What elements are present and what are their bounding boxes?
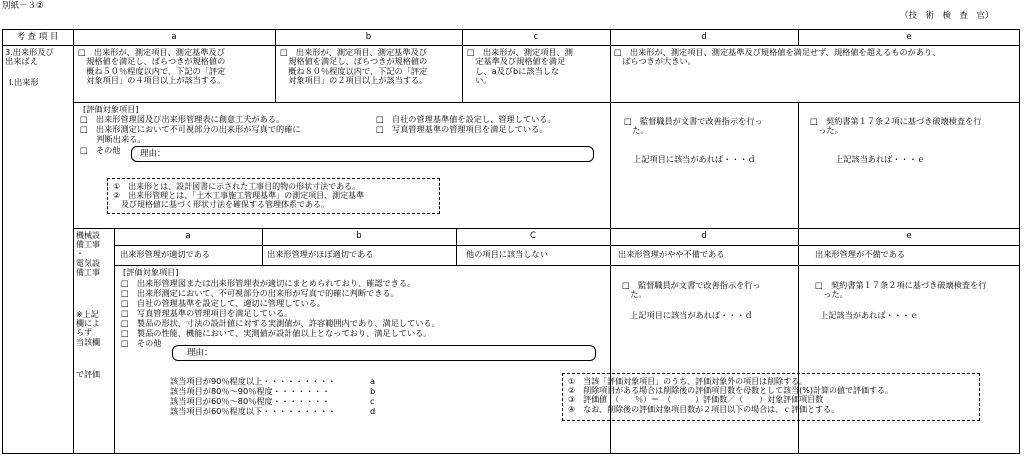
- bottom-grade-e-footer: 上記該当があれば・・・ｅ: [820, 310, 919, 320]
- top-grade-b-criteria: □ 出来形が、測定項目、測定基準及び 規格値を満足し、ばらつきが規格値の 概ね８０％程度以内で、下記の「評定 対象項目」の２項目以上が該当する。: [280, 47, 428, 86]
- top-eval-item: □ 出来形測定において不可視部分の出来形が写真で的確に: [80, 124, 301, 134]
- top-grade-e-footer: 上記該当あれば・・・ｅ: [835, 154, 926, 164]
- top-eval-heading: [評価対象項目]: [83, 104, 139, 114]
- bottom-grade-e: 出来形管理が不備である: [815, 249, 906, 259]
- top-eval-item: □ その他: [80, 145, 121, 155]
- top-grade-d-detail: □ 監督職員が文書で改善指示を行っ た。: [624, 116, 763, 136]
- bottom-reason-field[interactable]: [172, 345, 596, 361]
- override-note-label: ※上記 欄によ らず 当該欄: [76, 310, 100, 347]
- top-reason-field[interactable]: [131, 146, 594, 162]
- top-eval-item: □ 自社の管理基準値を設定し、管理している。: [376, 114, 556, 124]
- header-grade-a: a: [171, 32, 177, 42]
- scale-label: 該当項目が60％程度以下・・・・・・・・・: [170, 406, 336, 416]
- bottom-eval-item: □ 出来形管理図または出来形管理表が適切にまとめられており、確認できる。: [121, 278, 416, 288]
- bottom-eval-item: □ 出来形測定において、不可視部分の出来形が写真で的確に判断できる。: [121, 288, 399, 298]
- bottom-grade-c: 他の項目に該当しない: [466, 249, 548, 259]
- bottom-eval-item: □ 製品の形状、寸法の設計値に対する実測値が、許容範囲内であり、満足している。: [121, 318, 440, 328]
- bottom-header-e: e: [906, 231, 912, 241]
- top-grade-c-criteria: □ 出来形が、測定項目、測 定基準及び規格値を満足 し、a及びbに該当しな い。: [467, 47, 573, 86]
- bottom-grade-d: 出来形管理がやや不備である: [618, 249, 725, 259]
- equipment-works-label: 機械設 備工事 ・ 電気設 備工事: [76, 231, 100, 277]
- bottom-grade-d-detail: □ 監督職員が文書で改善指示を行っ た。: [622, 280, 761, 300]
- bottom-eval-item: □ 製品の性能、機能において、実測値が設計値以上となっており、満足している。: [121, 328, 432, 338]
- scale-grade: b: [370, 386, 376, 396]
- header-grade-c: c: [533, 32, 539, 42]
- top-eval-item: 判断出来る。: [80, 134, 146, 144]
- reason-label: 理由：: [140, 149, 166, 159]
- bottom-header-b: b: [356, 231, 362, 241]
- scale-grade: a: [370, 376, 376, 386]
- override-note-label-end: で評価: [76, 370, 100, 379]
- bottom-grade-b: 出来形管理がほぼ適切である: [267, 249, 374, 259]
- bottom-header-a: a: [185, 231, 191, 241]
- scale-grade: d: [370, 406, 376, 416]
- header-grade-b: b: [365, 32, 372, 42]
- bottom-evaluation-notes: ① 当該「評価対象項目」のうち、評価対象外の項目は削除する。 ② 削除項目がある場合は削除後の評価項目数を母数として該当(%)計算の値で評価する。 ③ 評価値 （ ％）＝ （ ）評価数／（ ）対象評価項目数 ④ なお、削除後の評価対象項目数が２項目以下の場合は、ｃ評価とする。: [562, 373, 980, 421]
- top-grade-e-detail: □ 契約書第１７条２項に基づき破壊検査を行 った。: [810, 116, 982, 136]
- scale-label: 該当項目が80％～90％程度・・・・・・・: [170, 386, 331, 396]
- bottom-eval-item: □ 自社の管理基準を設定して、適切に管理している。: [121, 298, 326, 308]
- header-item-column: 考 査 項 目: [16, 32, 59, 42]
- top-eval-item: □ 出来形管理図及び出来形管理表に創意工夫がある。: [80, 114, 285, 124]
- reason-label: 理由：: [187, 348, 213, 358]
- header-grade-d: d: [701, 32, 707, 42]
- scale-label: 該当項目が90％程度以上・・・・・・・・・: [170, 376, 336, 386]
- bottom-eval-item: □ その他: [121, 338, 162, 348]
- scale-label: 該当項目が60％～80％程度・・・・・・・: [170, 396, 331, 406]
- document-label: 別紙－３②: [2, 1, 44, 11]
- bottom-header-c: C: [530, 231, 536, 241]
- bottom-header-d: d: [701, 231, 707, 241]
- item-title: 3.出来形及び 出来ばえ: [5, 47, 54, 67]
- bottom-eval-heading: [評価対象項目]: [123, 267, 179, 277]
- item-subtitle: Ⅰ.出来形: [9, 77, 39, 87]
- scale-grade: c: [370, 396, 375, 406]
- header-grade-e: e: [906, 32, 912, 42]
- bottom-grade-a: 出来形管理が適切である: [120, 249, 211, 259]
- top-grade-d-footer: 上記項目に該当があれば・・・ｄ: [633, 154, 756, 164]
- top-grade-a-criteria: □ 出来形が、測定項目、測定基準及び 規格値を満足し、ばらつきが規格値の 概ね５０％程度以内で、下記の「評定 対象項目」の４項目以上が該当する。: [78, 47, 226, 86]
- bottom-grade-d-footer: 上記項目に該当があれば・・・ｄ: [630, 310, 753, 320]
- top-grade-de-criteria: □ 出来形が、測定項目、測定基準及び規格値を満足せず、規格値を超えるものがあり、 ばらつきが大きい。: [614, 47, 941, 67]
- bottom-grade-e-detail: □ 契約書第１７条２項に基づき破壊検査を行 った。: [815, 280, 987, 300]
- top-definition-notes: ① 出来形とは、設計図書に示された工事目的物の形状寸法である。 ② 出来形管理とは、「土木工事施工管理基準」の測定項目、測定基準 及び規格値に基づく形状寸法を確保する管理体系である。: [107, 178, 440, 214]
- top-eval-item: □ 写真管理基準の管理項目を満足している。: [376, 124, 548, 134]
- organization-label: （技 術 検 査 官）: [900, 11, 994, 21]
- bottom-eval-item: □ 写真管理基準の管理項目を満足している。: [121, 308, 293, 318]
